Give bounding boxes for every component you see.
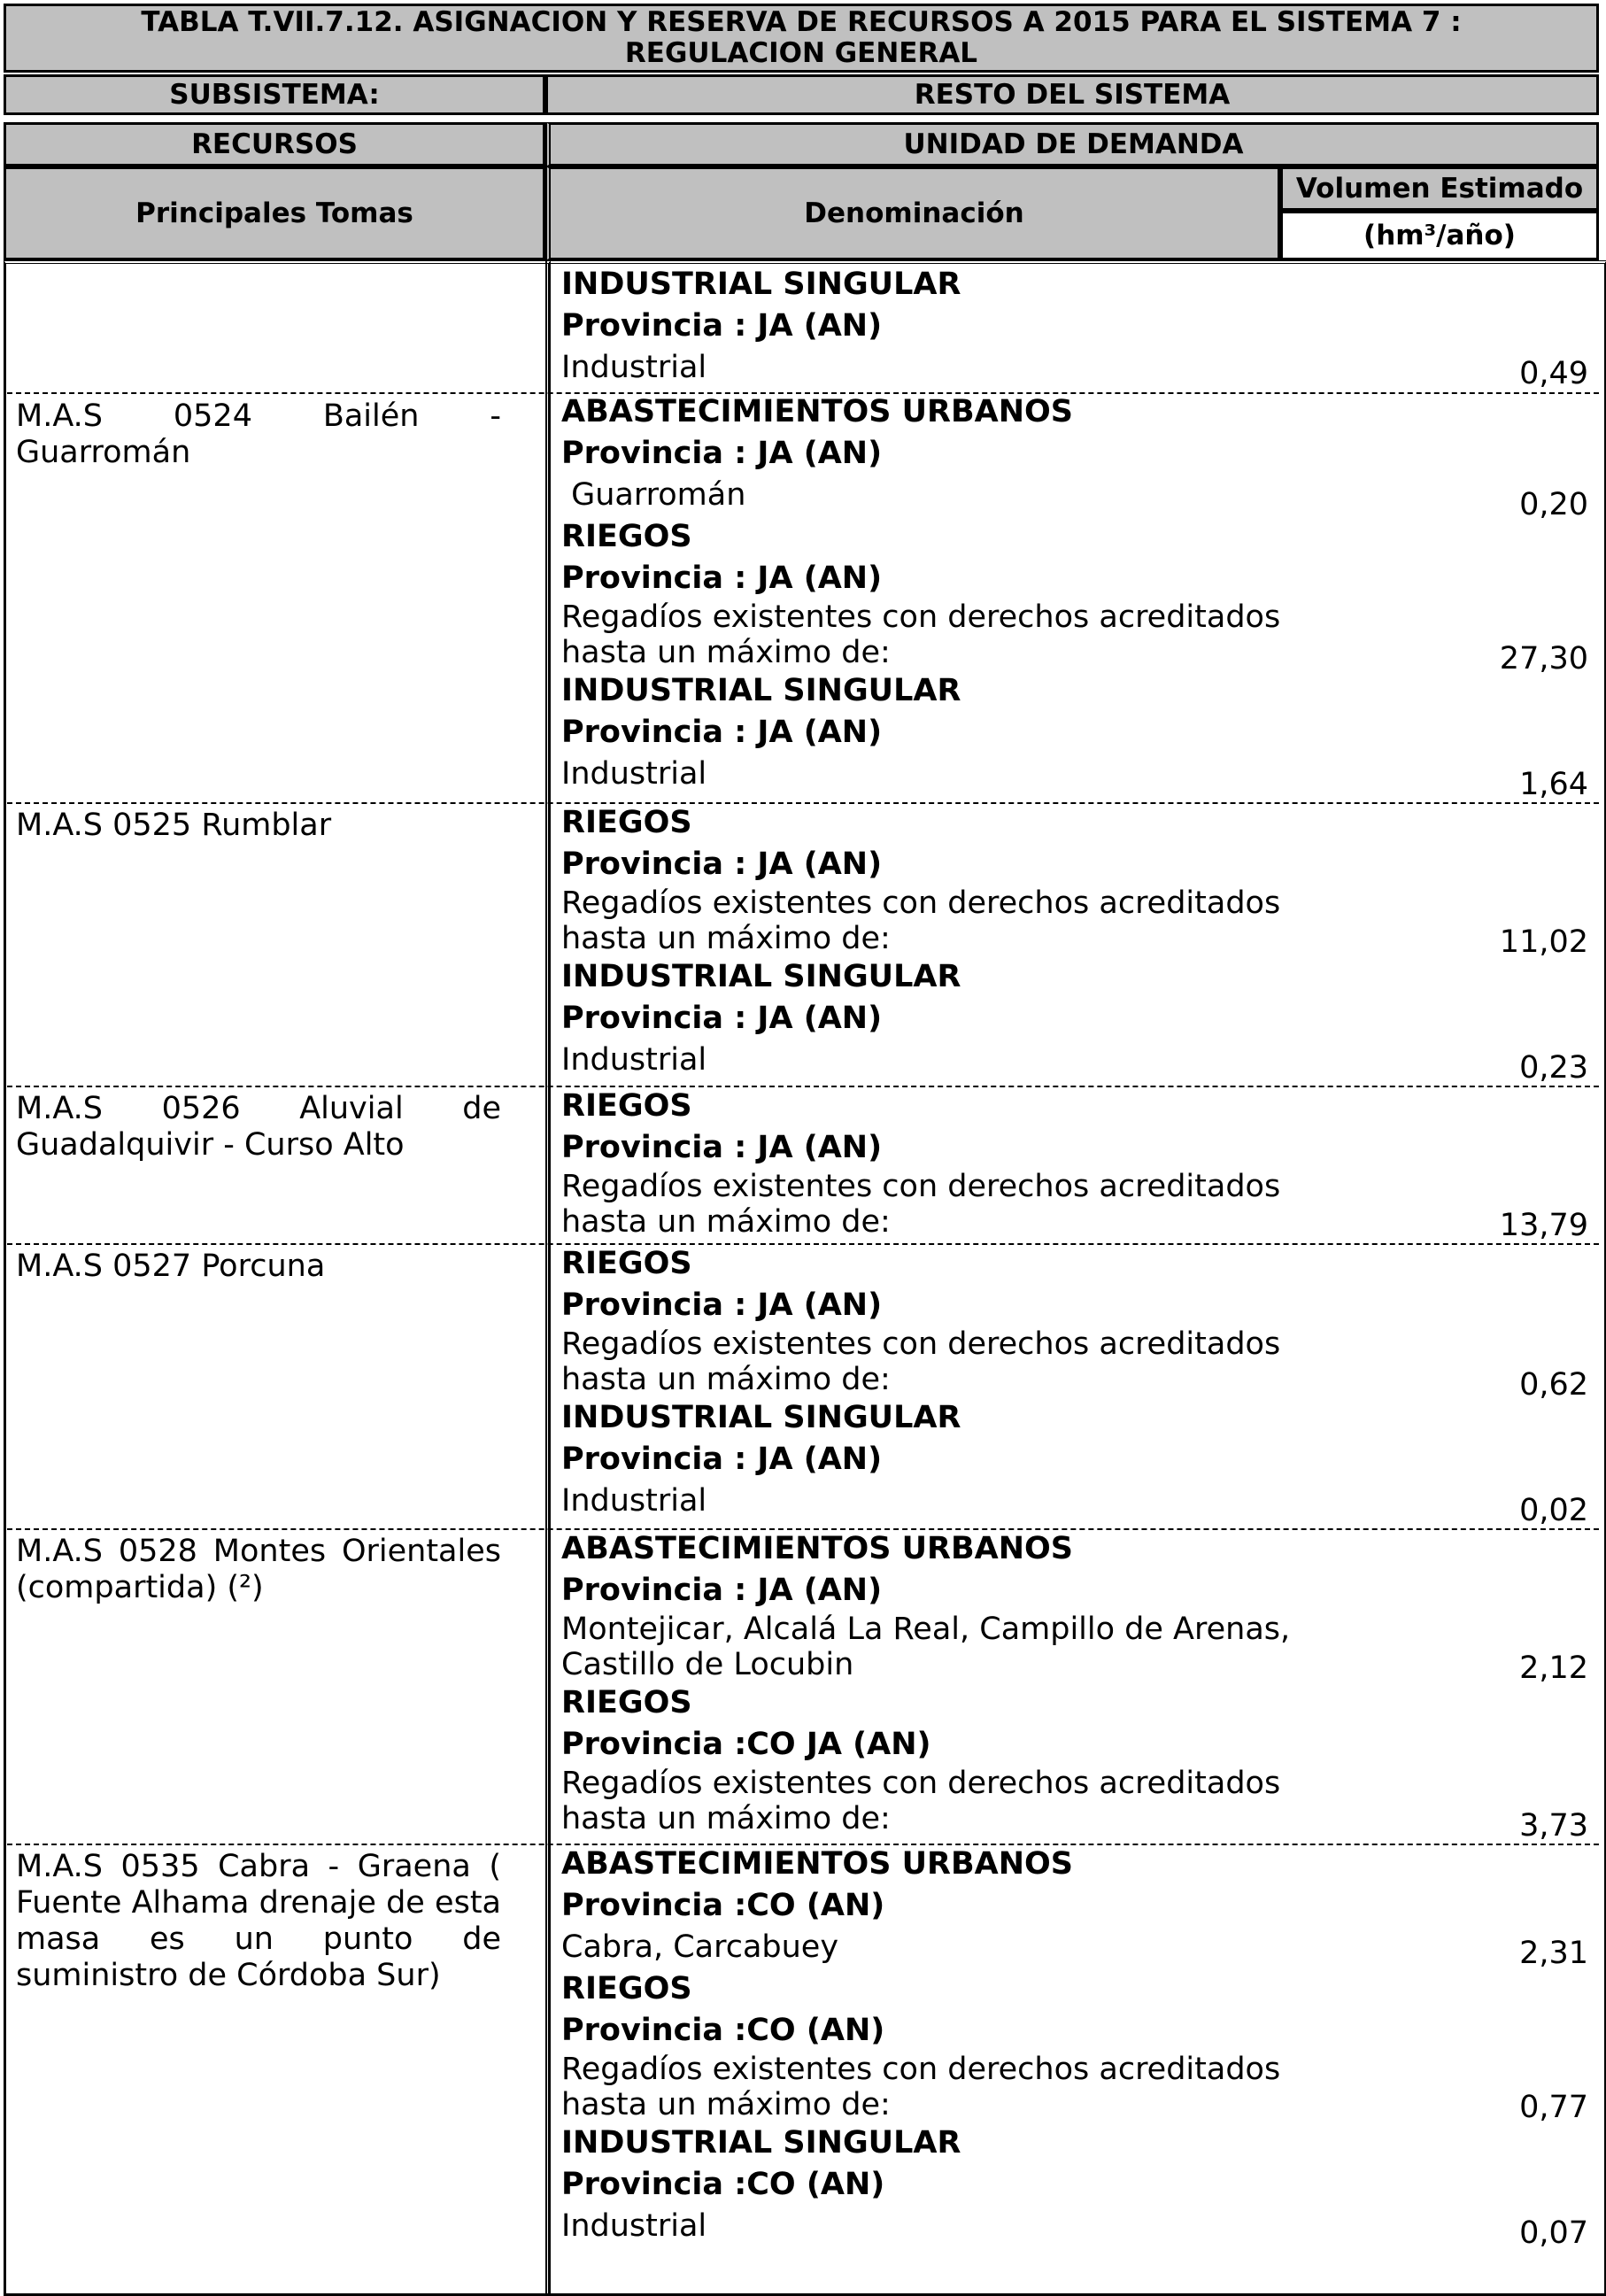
denominacion-cell xyxy=(561,1844,1296,2247)
volume-value: 0,07 xyxy=(1519,2215,1588,2251)
toma-cell: M.A.S 0528 Montes Orientales (compartida) (²) xyxy=(16,1534,501,1605)
description: hasta un máximo de: xyxy=(561,1362,891,1397)
unidad-demanda-header: UNIDAD DE DEMANDA xyxy=(545,122,1599,166)
provincia-label: Provincia : JA (AN) xyxy=(561,308,883,344)
toma-cell: M.A.S 0524 Bailén - Guarromán xyxy=(16,398,501,470)
table-title-text: TABLA T.VII.7.12. ASIGNACION Y RESERVA DE RECURSOS A 2015 PARA EL SISTEMA 7 : REGULACION GENERAL xyxy=(141,6,1462,69)
denominacion-header: Denominación xyxy=(545,166,1280,260)
provincia-label: Provincia :CO (AN) xyxy=(561,2013,885,2048)
category-label: RIEGOS xyxy=(561,1246,692,1281)
volume-value: 0,77 xyxy=(1519,2090,1588,2125)
subsistema-value: RESTO DEL SISTEMA xyxy=(545,74,1599,115)
toma-cell: M.A.S 0527 Porcuna xyxy=(16,1248,326,1284)
denominacion-cell xyxy=(561,1528,1296,1836)
description: Regadíos existentes con derechos acreditados xyxy=(561,885,1281,921)
description: hasta un máximo de: xyxy=(561,635,891,670)
description: Montejicar, Alcalá La Real, Campillo de Arenas, xyxy=(561,1612,1291,1647)
category-label: RIEGOS xyxy=(561,1088,692,1124)
description: Castillo de Locubin xyxy=(561,1647,854,1682)
description: Industrial xyxy=(561,1042,707,1078)
category-label: INDUSTRIAL SINGULAR xyxy=(561,2125,961,2161)
denominacion-cell xyxy=(561,1086,1296,1240)
provincia-label: Provincia : JA (AN) xyxy=(561,1287,883,1323)
description: hasta un máximo de: xyxy=(561,1204,891,1240)
provincia-label: Provincia : JA (AN) xyxy=(561,847,883,882)
description: Guarromán xyxy=(561,477,746,513)
provincia-label: Provincia :CO (AN) xyxy=(561,1888,885,1923)
category-label: RIEGOS xyxy=(561,519,692,554)
denominacion-cell xyxy=(561,1243,1296,1522)
provincia-label: Provincia : JA (AN) xyxy=(561,1130,883,1165)
description: Industrial xyxy=(561,756,707,792)
volumen-unit-header: (hm³/año) xyxy=(1280,211,1599,260)
description: hasta un máximo de: xyxy=(561,2087,891,2122)
volume-value: 0,20 xyxy=(1519,487,1588,522)
volume-value: 11,02 xyxy=(1499,924,1588,960)
denominacion-cell xyxy=(561,802,1296,1081)
volume-value: 2,31 xyxy=(1519,1936,1588,1971)
description: Industrial xyxy=(561,2208,707,2244)
description: Cabra, Carcabuey xyxy=(561,1929,839,1965)
category-label: INDUSTRIAL SINGULAR xyxy=(561,673,961,708)
description: hasta un máximo de: xyxy=(561,1801,891,1836)
provincia-label: Provincia :CO JA (AN) xyxy=(561,1727,931,1762)
toma-cell: M.A.S 0535 Cabra - Graena ( Fuente Alhama drenaje de esta masa es un punto de suministro de Córdoba Sur) xyxy=(16,1849,501,1993)
category-label: RIEGOS xyxy=(561,805,692,840)
description: Regadíos existentes con derechos acreditados xyxy=(561,1766,1281,1801)
volume-value: 3,73 xyxy=(1519,1808,1588,1844)
volume-value: 0,62 xyxy=(1519,1367,1588,1403)
category-label: INDUSTRIAL SINGULAR xyxy=(561,959,961,994)
description: Industrial xyxy=(561,1483,707,1519)
category-label: RIEGOS xyxy=(561,1685,692,1720)
provincia-label: Provincia : JA (AN) xyxy=(561,1001,883,1036)
provincia-label: Provincia :CO (AN) xyxy=(561,2167,885,2202)
denominacion-cell xyxy=(561,264,1296,389)
description: Regadíos existentes con derechos acreditados xyxy=(561,1169,1281,1204)
volumen-estimado-header: Volumen Estimado xyxy=(1280,166,1599,211)
subsistema-label: SUBSISTEMA: xyxy=(4,74,545,115)
category-label: ABASTECIMIENTOS URBANOS xyxy=(561,394,1074,429)
recursos-header: RECURSOS xyxy=(4,122,545,166)
description: Regadíos existentes con derechos acreditados xyxy=(561,599,1281,635)
volume-value: 0,49 xyxy=(1519,356,1588,391)
table-title xyxy=(4,4,1599,73)
category-label: RIEGOS xyxy=(561,1971,692,2006)
volume-value: 2,12 xyxy=(1519,1650,1588,1686)
category-label: INDUSTRIAL SINGULAR xyxy=(561,267,961,302)
description: Regadíos existentes con derechos acreditados xyxy=(561,2052,1281,2087)
volume-value: 0,02 xyxy=(1519,1493,1588,1528)
category-label: INDUSTRIAL SINGULAR xyxy=(561,1400,961,1435)
toma-cell: M.A.S 0525 Rumblar xyxy=(16,808,332,843)
volume-value: 27,30 xyxy=(1499,641,1588,676)
provincia-label: Provincia : JA (AN) xyxy=(561,1442,883,1477)
category-label: ABASTECIMIENTOS URBANOS xyxy=(561,1846,1074,1882)
description: hasta un máximo de: xyxy=(561,921,891,956)
toma-cell: M.A.S 0526 Aluvial de Guadalquivir - Curso Alto xyxy=(16,1091,501,1163)
provincia-label: Provincia : JA (AN) xyxy=(561,436,883,471)
provincia-label: Provincia : JA (AN) xyxy=(561,560,883,596)
provincia-label: Provincia : JA (AN) xyxy=(561,715,883,750)
denominacion-cell xyxy=(561,391,1296,795)
category-label: ABASTECIMIENTOS URBANOS xyxy=(561,1531,1074,1566)
provincia-label: Provincia : JA (AN) xyxy=(561,1573,883,1608)
volume-value: 13,79 xyxy=(1499,1208,1588,1243)
principales-tomas-header: Principales Tomas xyxy=(4,166,545,260)
volume-value: 1,64 xyxy=(1519,767,1588,802)
description: Regadíos existentes con derechos acreditados xyxy=(561,1326,1281,1362)
description: Industrial xyxy=(561,350,707,385)
volume-value: 0,23 xyxy=(1519,1050,1588,1086)
